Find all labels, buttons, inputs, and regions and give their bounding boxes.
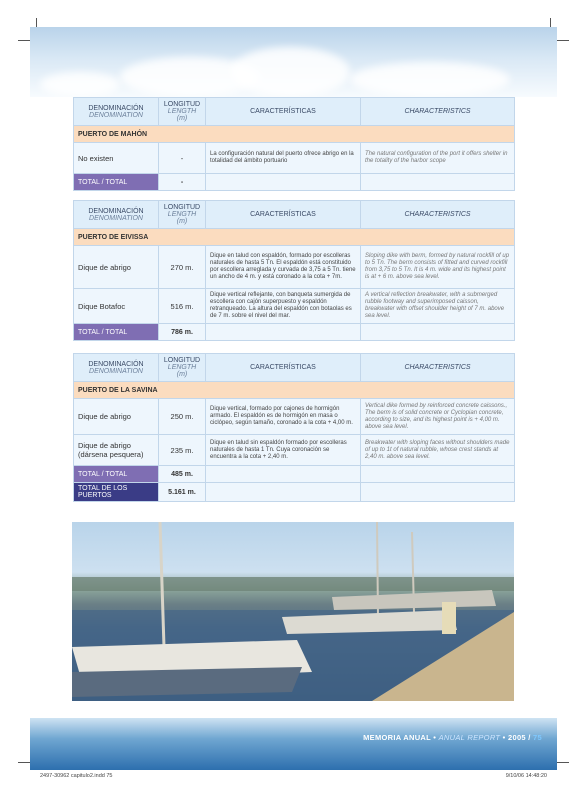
row-length: 270 m. xyxy=(159,246,206,289)
harbor-photo xyxy=(72,522,514,701)
row-length: 235 m. xyxy=(159,435,206,466)
total-value: - xyxy=(159,174,206,191)
table-savina xyxy=(73,353,515,502)
row-length: - xyxy=(159,143,206,174)
header-denominacion-en: DENOMINATION xyxy=(89,214,143,222)
total-label: TOTAL / TOTAL xyxy=(74,174,159,191)
header-caracteristicas: CARACTERÍSTICAS xyxy=(206,201,361,229)
table-row xyxy=(74,399,515,435)
section-title: PUERTO DE LA SAVINA xyxy=(74,382,515,399)
grand-total-value: 5.161 m. xyxy=(159,483,206,502)
table-row xyxy=(74,143,515,174)
table-row xyxy=(74,246,515,289)
footer-year: 2005 xyxy=(508,733,526,742)
row-length: 250 m. xyxy=(159,399,206,435)
table-row xyxy=(74,289,515,324)
row-name: No existen xyxy=(74,143,159,174)
row-desc-en: Breakwater with sloping faces without shoulders made of up to 1t of natural rubble, whose crest stands at 2,40 m. above sea level. xyxy=(361,435,515,466)
crop-mark xyxy=(557,40,569,41)
crop-mark xyxy=(18,762,30,763)
total-row xyxy=(74,466,515,483)
table-mahon xyxy=(73,97,515,191)
row-desc-en: Vertical dike formed by reinforced concrete caissons., The berm is of solid concrete or Cyclopian concrete, according to size, and its highest point is + 4,00 m. above sea level. xyxy=(361,399,515,435)
table-header xyxy=(74,354,515,382)
header-longitud: LONGITUD xyxy=(163,204,201,211)
header-longitud-en: LENGTH (m) xyxy=(167,364,197,378)
row-desc-es: La configuración natural del puerto ofrece abrigo en la totalidad del ámbito portuario xyxy=(206,143,361,174)
header-caracteristicas: CARACTERÍSTICAS xyxy=(206,98,361,126)
total-label: TOTAL / TOTAL xyxy=(74,466,159,483)
table-eivissa xyxy=(73,200,515,341)
row-desc-es: Dique en talud con espaldón, formado por escolleras naturales de hasta 5 Tn. El espaldón está constituido por escollera arreglada y curvada de 3,75 a 5 Tn. tiene un ancho de 4 m. y está coronado a la cota + 7m. xyxy=(206,246,361,289)
row-name: Dique de abrigo xyxy=(74,399,159,435)
header-longitud: LONGITUD xyxy=(163,101,201,108)
table-header xyxy=(74,201,515,229)
header-denominacion-en: DENOMINATION xyxy=(89,367,143,375)
row-desc-en: A vertical reflection breakwater, with a submerged rubble footway and superimposed caisson, breakwater with offset shoulder height of 7 m. above sea level. xyxy=(361,289,515,324)
grand-total-label: TOTAL DE LOS PUERTOS xyxy=(74,483,159,502)
header-caracteristicas: CARACTERÍSTICAS xyxy=(206,354,361,382)
footer-report: ANUAL REPORT xyxy=(438,733,501,742)
row-name: Dique Botafoc xyxy=(74,289,159,324)
crop-mark xyxy=(557,762,569,763)
table-header xyxy=(74,98,515,126)
header-characteristics: CHARACTERISTICS xyxy=(361,354,515,382)
slug-date: 9/10/06 14:48:20 xyxy=(505,773,547,779)
total-row xyxy=(74,174,515,191)
row-desc-es: Dique vertical reflejante, con banqueta sumergida de escollera con cajón superpuesto y espaldón retranqueado. La altura del espaldón con botaolas es de 7 m. sobre el nivel del mar. xyxy=(206,289,361,324)
header-longitud-en: LENGTH (m) xyxy=(167,211,197,225)
total-label: TOTAL / TOTAL xyxy=(74,324,159,341)
footer-banner xyxy=(30,718,557,770)
row-length: 516 m. xyxy=(159,289,206,324)
table-row xyxy=(74,435,515,466)
harbor-photo-drawing xyxy=(72,522,514,701)
total-value: 485 m. xyxy=(159,466,206,483)
header-characteristics: CHARACTERISTICS xyxy=(361,201,515,229)
section-title: PUERTO DE EIVISSA xyxy=(74,229,515,246)
row-name: Dique de abrigo (dársena pesquera) xyxy=(74,435,159,466)
row-desc-en: Sloping dike with berm, formed by natural rockfill of up to 5 Tn. The berm consists of fitted and curved rockfill from 3,75 to 5 Tn. It is 4 m. wide and its highest point is at + 6 m. above sea level. xyxy=(361,246,515,289)
sky-banner xyxy=(30,27,557,97)
row-desc-en: The natural configuration of the port it offers shelter in the totality of the harbor scope xyxy=(361,143,515,174)
footer-caption: MEMORIA ANUAL • ANUAL REPORT • 2005 / 75 xyxy=(363,733,542,742)
header-denominacion: DENOMINACIÓN xyxy=(88,207,144,215)
total-value: 786 m. xyxy=(159,324,206,341)
crop-mark xyxy=(18,40,30,41)
header-denominacion: DENOMINACIÓN xyxy=(88,104,144,112)
header-denominacion-en: DENOMINATION xyxy=(89,111,143,119)
header-denominacion: DENOMINACIÓN xyxy=(88,360,144,368)
header-characteristics: CHARACTERISTICS xyxy=(361,98,515,126)
page-number: 75 xyxy=(533,733,542,742)
row-desc-es: Dique en talud sin espaldón formado por escolleras naturales de hasta 1 Tn. Cuya coronación se encuentra a la cota + 2,40 m. xyxy=(206,435,361,466)
header-longitud: LONGITUD xyxy=(163,357,201,364)
slug-file: 2497-30962 capitulo2.indd 75 xyxy=(40,773,113,779)
footer-memoria: MEMORIA ANUAL xyxy=(363,733,431,742)
header-longitud-en: LENGTH (m) xyxy=(167,108,197,122)
total-row xyxy=(74,324,515,341)
row-name: Dique de abrigo xyxy=(74,246,159,289)
row-desc-es: Dique vertical, formado por cajones de hormigón armado. El espaldón es de hormigón en masa o ciclópeo, según tamaño, coronado a la cota + 4,00 m. xyxy=(206,399,361,435)
section-title: PUERTO DE MAHÓN xyxy=(74,126,515,143)
grand-total-row xyxy=(74,483,515,502)
